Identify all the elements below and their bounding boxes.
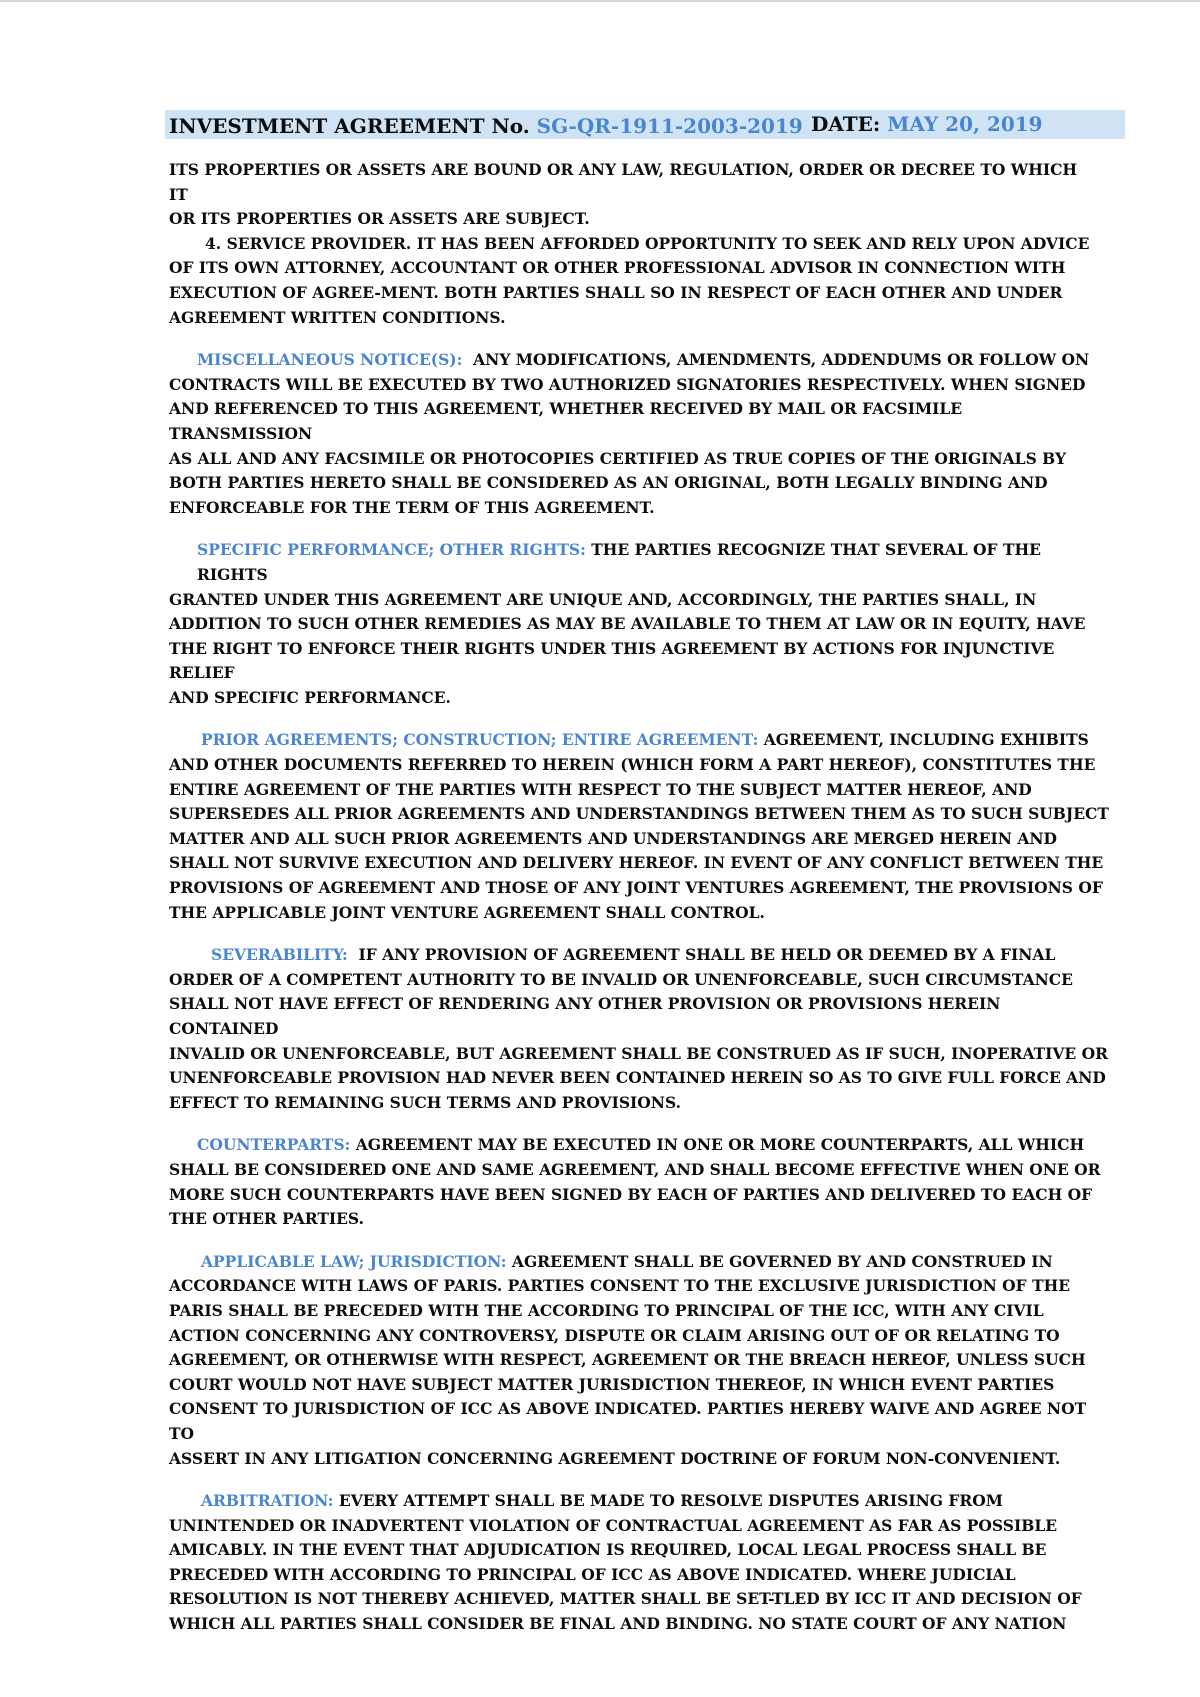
section-first-line [169, 1133, 1121, 1158]
text-line: GRANTED UNDER THIS AGREEMENT ARE UNIQUE AND, ACCORDINGLY, THE PARTIES SHALL, IN [169, 589, 1037, 609]
text-line: AND OTHER DOCUMENTS REFERRED TO HEREIN (WHICH FORM A PART HEREOF), CONSTITUTES THE [169, 755, 1096, 775]
agreement-header [165, 110, 1125, 139]
text-line: AGREEMENT, OR OTHERWISE WITH RESPECT, AGREEMENT OR THE BREACH HEREOF, UNLESS SUCH [169, 1350, 1086, 1370]
text-line: COURT WOULD NOT HAVE SUBJECT MATTER JURISDICTION THEREOF, IN WHICH EVENT PARTIES [169, 1374, 1055, 1394]
text-line: OR ITS PROPERTIES OR ASSETS ARE SUBJECT. [169, 209, 590, 229]
agreement-date [811, 112, 1043, 136]
text-line: ACTION CONCERNING ANY CONTROVERSY, DISPUTE OR CLAIM ARISING OUT OF OR RELATING TO [169, 1325, 1060, 1345]
text-line: AND REFERENCED TO THIS AGREEMENT, WHETHER RECEIVED BY MAIL OR FACSIMILE [169, 399, 963, 419]
text-line: SHALL BE CONSIDERED ONE AND SAME AGREEMENT, AND SHALL BECOME EFFECTIVE WHEN ONE OR [169, 1159, 1101, 1179]
text-line: PROVISIONS OF AGREEMENT AND THOSE OF ANY JOINT VENTURES AGREEMENT, THE PROVISIONS OF [169, 878, 1103, 898]
section-heading: SEVERABILITY: [211, 945, 348, 965]
text-line: THE PARTIES RECOGNIZE THAT SEVERAL OF THE [591, 540, 1041, 560]
text-line: AGREEMENT WRITTEN CONDITIONS. [169, 307, 506, 327]
agreement-title [169, 114, 803, 138]
text-line: EVERY ATTEMPT SHALL BE MADE TO RESOLVE DISPUTES ARISING FROM [338, 1491, 1003, 1511]
section-heading: PRIOR AGREEMENTS; CONSTRUCTION; ENTIRE AGREEMENT: [201, 730, 759, 750]
text-line: MATTER AND ALL SUCH PRIOR AGREEMENTS AND UNDERSTANDINGS ARE MERGED HEREIN AND [169, 828, 1057, 848]
date-value: MAY 20, 2019 [887, 112, 1043, 136]
text-line: AGREEMENT, INCLUDING EXHIBITS [763, 730, 1089, 750]
text-line: UNENFORCEABLE PROVISION HAD NEVER BEEN CONTAINED HEREIN SO AS TO GIVE FULL FORCE AND [169, 1068, 1106, 1088]
text-line: THE OTHER PARTIES. [169, 1209, 364, 1229]
section-prior-agreements [169, 728, 1121, 925]
text-line: EXECUTION OF AGREE-MENT. BOTH PARTIES SHALL SO IN RESPECT OF EACH OTHER AND UNDER [169, 282, 1063, 302]
text-line: ENFORCEABLE FOR THE TERM OF THIS AGREEMENT. [169, 497, 655, 517]
text-line: ORDER OF A COMPETENT AUTHORITY TO BE INVALID OR UNENFORCEABLE, SUCH CIRCUMSTANCE [169, 969, 1073, 989]
text-line: ASSERT IN ANY LITIGATION CONCERNING AGREEMENT DOCTRINE OF FORUM NON-CONVENIENT. [169, 1448, 1061, 1468]
text-line: INVALID OR UNENFORCEABLE, BUT AGREEMENT SHALL BE CONSTRUED AS IF SUCH, INOPERATIVE OR [169, 1043, 1109, 1063]
section-applicable-law [169, 1250, 1121, 1471]
document-body [169, 158, 1121, 1637]
text-line: THE RIGHT TO ENFORCE THEIR RIGHTS UNDER THIS AGREEMENT BY ACTIONS FOR INJUNCTIVE [169, 638, 1055, 658]
text-line: RESOLUTION IS NOT THEREBY ACHIEVED, MATTER SHALL BE SET-TLED BY ICC IT AND DECISION OF [169, 1589, 1082, 1609]
text-line: SHALL NOT SURVIVE EXECUTION AND DELIVERY HEREOF. IN EVENT OF ANY CONFLICT BETWEEN THE [169, 853, 1104, 873]
text-line: THE APPLICABLE JOINT VENTURE AGREEMENT SHALL CONTROL. [169, 902, 765, 922]
text-line: ACCORDANCE WITH LAWS OF PARIS. PARTIES CONSENT TO THE EXCLUSIVE JURISDICTION OF THE [169, 1276, 1071, 1296]
section-first-line [169, 348, 1121, 373]
text-line: SUPERSEDES ALL PRIOR AGREEMENTS AND UNDERSTANDINGS BETWEEN THEM AS TO SUCH SUBJECT [169, 804, 1109, 824]
section-first-line [169, 1489, 1121, 1514]
text-line: MORE SUCH COUNTERPARTS HAVE BEEN SIGNED BY EACH OF PARTIES AND DELIVERED TO EACH OF [169, 1184, 1093, 1204]
text-line: ITS PROPERTIES OR ASSETS ARE BOUND OR ANY LAW, REGULATION, ORDER OR DECREE TO WHICH [169, 160, 1078, 179]
section-arbitration [169, 1489, 1121, 1637]
text-line: WHICH ALL PARTIES SHALL CONSIDER BE FINAL AND BINDING. NO STATE COURT OF ANY NATION [169, 1614, 1067, 1634]
text-line: CONSENT TO JURISDICTION OF ICC AS ABOVE INDICATED. PARTIES HEREBY WAIVE AND AGREE NOT [169, 1399, 1087, 1419]
section-counterparts [169, 1133, 1121, 1231]
text-line: RIGHTS [197, 564, 268, 584]
date-label: DATE: [811, 112, 881, 136]
text-line: ENTIRE AGREEMENT OF THE PARTIES WITH RESPECT TO THE SUBJECT MATTER HEREOF, AND [169, 779, 1032, 799]
text-line: EFFECT TO REMAINING SUCH TERMS AND PROVISIONS. [169, 1092, 681, 1112]
section-heading: MISCELLANEOUS NOTICE(S): [197, 350, 463, 370]
text-line: OF ITS OWN ATTORNEY, ACCOUNTANT OR OTHER PROFESSIONAL ADVISOR IN CONNECTION WITH [169, 258, 1066, 278]
text-line: RELIEF [169, 663, 235, 683]
text-line: 4. SERVICE PROVIDER. IT HAS BEEN AFFORDED OPPORTUNITY TO SEEK AND RELY UPON ADVICE [205, 233, 1090, 253]
text-line: SHALL NOT HAVE EFFECT OF RENDERING ANY OTHER PROVISION OR PROVISIONS HEREIN [169, 994, 1001, 1014]
text-line: CONTRACTS WILL BE EXECUTED BY TWO AUTHORIZED SIGNATORIES RESPECTIVELY. WHEN SIGNED [169, 374, 1086, 394]
text-line: TRANSMISSION [169, 423, 313, 443]
section-heading: COUNTERPARTS: [197, 1135, 351, 1155]
text-line: UNINTENDED OR INADVERTENT VIOLATION OF CONTRACTUAL AGREEMENT AS FAR AS POSSIBLE [169, 1515, 1058, 1535]
scan-edge [0, 0, 1200, 2]
text-line: ADDITION TO SUCH OTHER REMEDIES AS MAY BE AVAILABLE TO THEM AT LAW OR IN EQUITY, HAVE [169, 614, 1086, 634]
section-miscellaneous-notices [169, 348, 1121, 520]
text-line: PRECEDED WITH ACCORDING TO PRINCIPAL OF ICC AS ABOVE INDICATED. WHERE JUDICIAL [169, 1564, 1016, 1584]
text-line: AS ALL AND ANY FACSIMILE OR PHOTOCOPIES CERTIFIED AS TRUE COPIES OF THE ORIGINALS BY [169, 448, 1067, 468]
section-first-line [169, 538, 1121, 563]
text-line: AMICABLY. IN THE EVENT THAT ADJUDICATION IS REQUIRED, LOCAL LEGAL PROCESS SHALL BE [169, 1540, 1047, 1560]
section-heading: APPLICABLE LAW; JURISDICTION: [201, 1251, 507, 1271]
section-heading: SPECIFIC PERFORMANCE; OTHER RIGHTS: [197, 540, 586, 560]
section-first-line [169, 1250, 1121, 1275]
text-line: ANY MODIFICATIONS, AMENDMENTS, ADDENDUMS OR FOLLOW ON [473, 350, 1090, 370]
text-line: TO [169, 1423, 195, 1443]
section-first-line [169, 943, 1121, 968]
section-first-line [169, 728, 1121, 753]
text-line: IF ANY PROVISION OF AGREEMENT SHALL BE HELD OR DEEMED BY A FINAL [358, 945, 1056, 965]
section-heading: ARBITRATION: [201, 1491, 334, 1511]
text-line: IT [169, 184, 188, 204]
text-line: PARIS SHALL BE PRECEDED WITH THE ACCORDING TO PRINCIPAL OF THE ICC, WITH ANY CIVIL [169, 1300, 1044, 1320]
text-line: AND SPECIFIC PERFORMANCE. [169, 687, 451, 707]
text-line: AGREEMENT MAY BE EXECUTED IN ONE OR MORE COUNTERPARTS, ALL WHICH [355, 1135, 1085, 1155]
agreement-label: INVESTMENT AGREEMENT No. [169, 114, 530, 138]
agreement-number: SG-QR-1911-2003-2019 [536, 114, 803, 138]
section-specific-performance [169, 538, 1121, 710]
text-line: CONTAINED [169, 1019, 279, 1038]
text-line: BOTH PARTIES HERETO SHALL BE CONSIDERED AS AN ORIGINAL, BOTH LEGALLY BINDING AND [169, 473, 1048, 493]
section-severability [169, 943, 1121, 1115]
text-line: AGREEMENT SHALL BE GOVERNED BY AND CONSTRUED IN [511, 1251, 1053, 1271]
